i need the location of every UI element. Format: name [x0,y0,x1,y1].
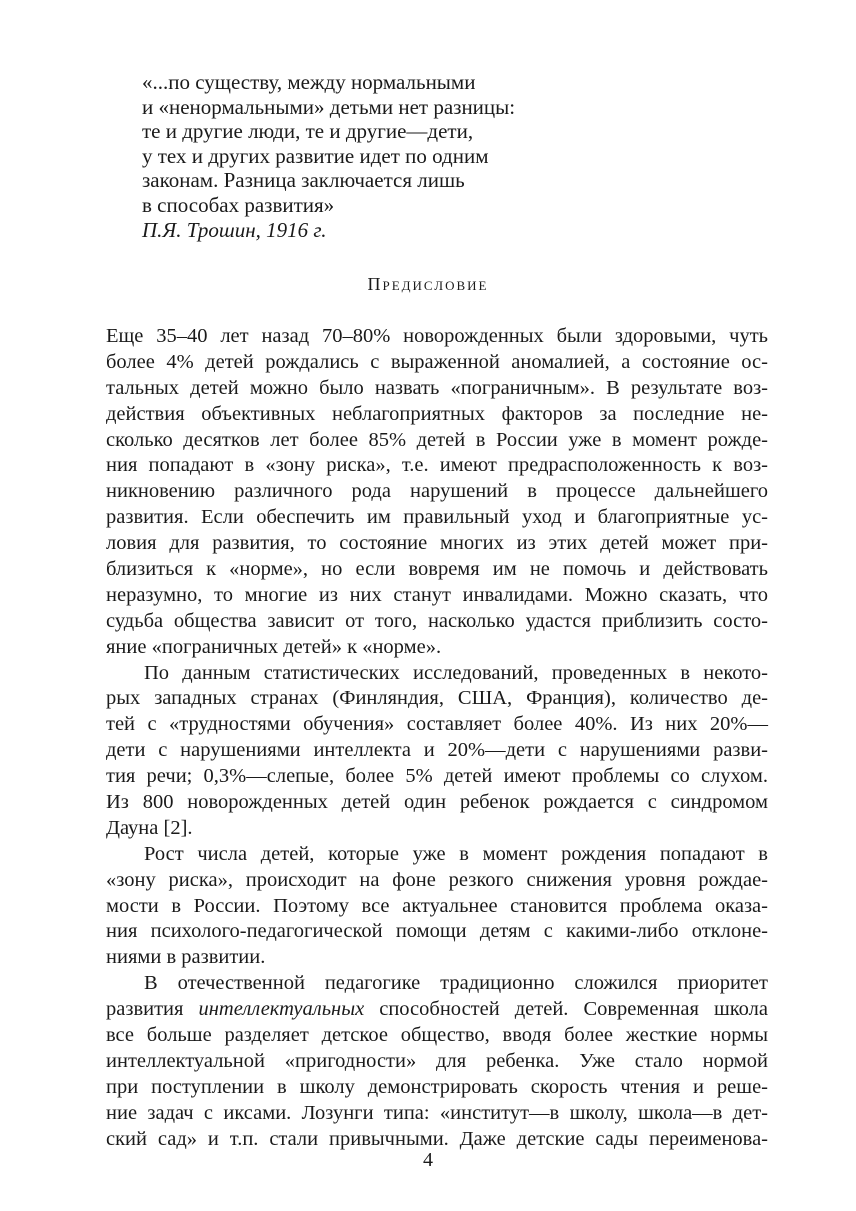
epigraph-line: у тех и других развитие идет по одним [142,143,489,168]
text-line: Дауна [2]. [106,816,193,839]
text-line: сколько десятков лет более 85% детей в России уже в момент рожде- [106,428,768,451]
text-line: тей с «трудностями обучения» составляет более 40%. Из них 20%— [106,713,768,736]
epigraph-line: в способах развития» [142,192,335,217]
text-line: более 4% детей рождались с выраженной аномалией, а состояние ос- [106,350,768,373]
text-line: интеллектуальной «пригодности» для ребенка. Уже стало нормой [106,1049,768,1072]
text-fragment: способностей детей. Современная школа [364,998,768,1021]
text-line [106,997,768,1023]
text-line: тия речи; 0,3%—слепые, более 5% детей имеют проблемы со слухом. [106,765,768,788]
text-line: тальных детей можно было назвать «пограничным». В результате воз- [106,376,768,399]
text-line: мости в России. Поэтому все актуальнее становится проблема оказа- [106,894,768,917]
epigraph-line: «...по существу, между нормальными [142,70,476,94]
section-heading: Предисловие [367,274,489,294]
epigraph-line: и «ненормальными» детьми нет разницы: [142,94,516,119]
text-line: По данным статистических исследований, проведенных в некото- [144,661,768,684]
text-line: все больше разделяет детское общество, вводя более жесткие нормы [106,1024,768,1047]
text-line: развития. Если обеспечить им правильный уход и благоприятные ус- [106,506,768,529]
body-text [106,324,768,1153]
text-line: ниями в развитии. [106,946,266,969]
text-line: ский сад» и т.п. стали привычными. Даже детские сады переименова- [106,1127,768,1150]
text-line: при поступлении в школу демонстрировать скорость чтения и реше- [106,1075,768,1098]
text-fragment: развития [106,998,199,1021]
text-line: Рост числа детей, которые уже в момент рождения попадают в [144,842,768,865]
text-line: никновению различного рода нарушений в процессе дальнейшего [106,480,768,503]
text-line: ния попадают в «зону риска», т.е. имеют предрасположенность к воз- [106,454,768,477]
text-line: неразумно, то многие из них станут инвалидами. Можно сказать, что [106,583,768,606]
text-line: близиться к «норме», но если вовремя им не помочь и действовать [106,558,768,581]
text-line: ние задач с иксами. Лозунги типа: «институт—в школу, школа—в дет- [106,1101,768,1124]
epigraph-line: те и другие люди, те и другие—дети, [142,119,474,144]
text-line: ния психолого-педагогической помощи детям с какими-либо отклоне- [106,920,768,943]
text-line: Из 800 новорожденных детей один ребенок рождается с синдромом [106,791,768,814]
italic-emphasis: интеллектуальных [198,998,365,1021]
text-line: дети с нарушениями интеллекта и 20%—дети с нарушениями разви- [106,739,768,762]
text-line: судьба общества зависит от того, насколько удастся приблизить состо- [106,609,768,632]
text-line: яние «пограничных детей» к «норме». [106,635,442,658]
text-line: «зону риска», происходит на фоне резкого снижения уровня рождае- [106,868,768,891]
page-number: 4 [423,1149,433,1171]
text-line: В отечественной педагогике традиционно сложился приоритет [144,972,768,995]
text-line: ловия для развития, то состояние многих из этих детей может при- [106,532,768,555]
epigraph-line: законам. Разница заключается лишь [142,168,465,193]
text-line: действия объективных неблагоприятных факторов за последние не- [106,402,768,425]
text-line: Еще 35–40 лет назад 70–80% новорожденных были здоровыми, чуть [106,325,768,347]
epigraph-author: П.Я. Трошин, 1916 г. [142,217,327,242]
epigraph [142,70,582,242]
text-line: рых западных странах (Финляндия, США, Франция), количество де- [106,687,768,710]
